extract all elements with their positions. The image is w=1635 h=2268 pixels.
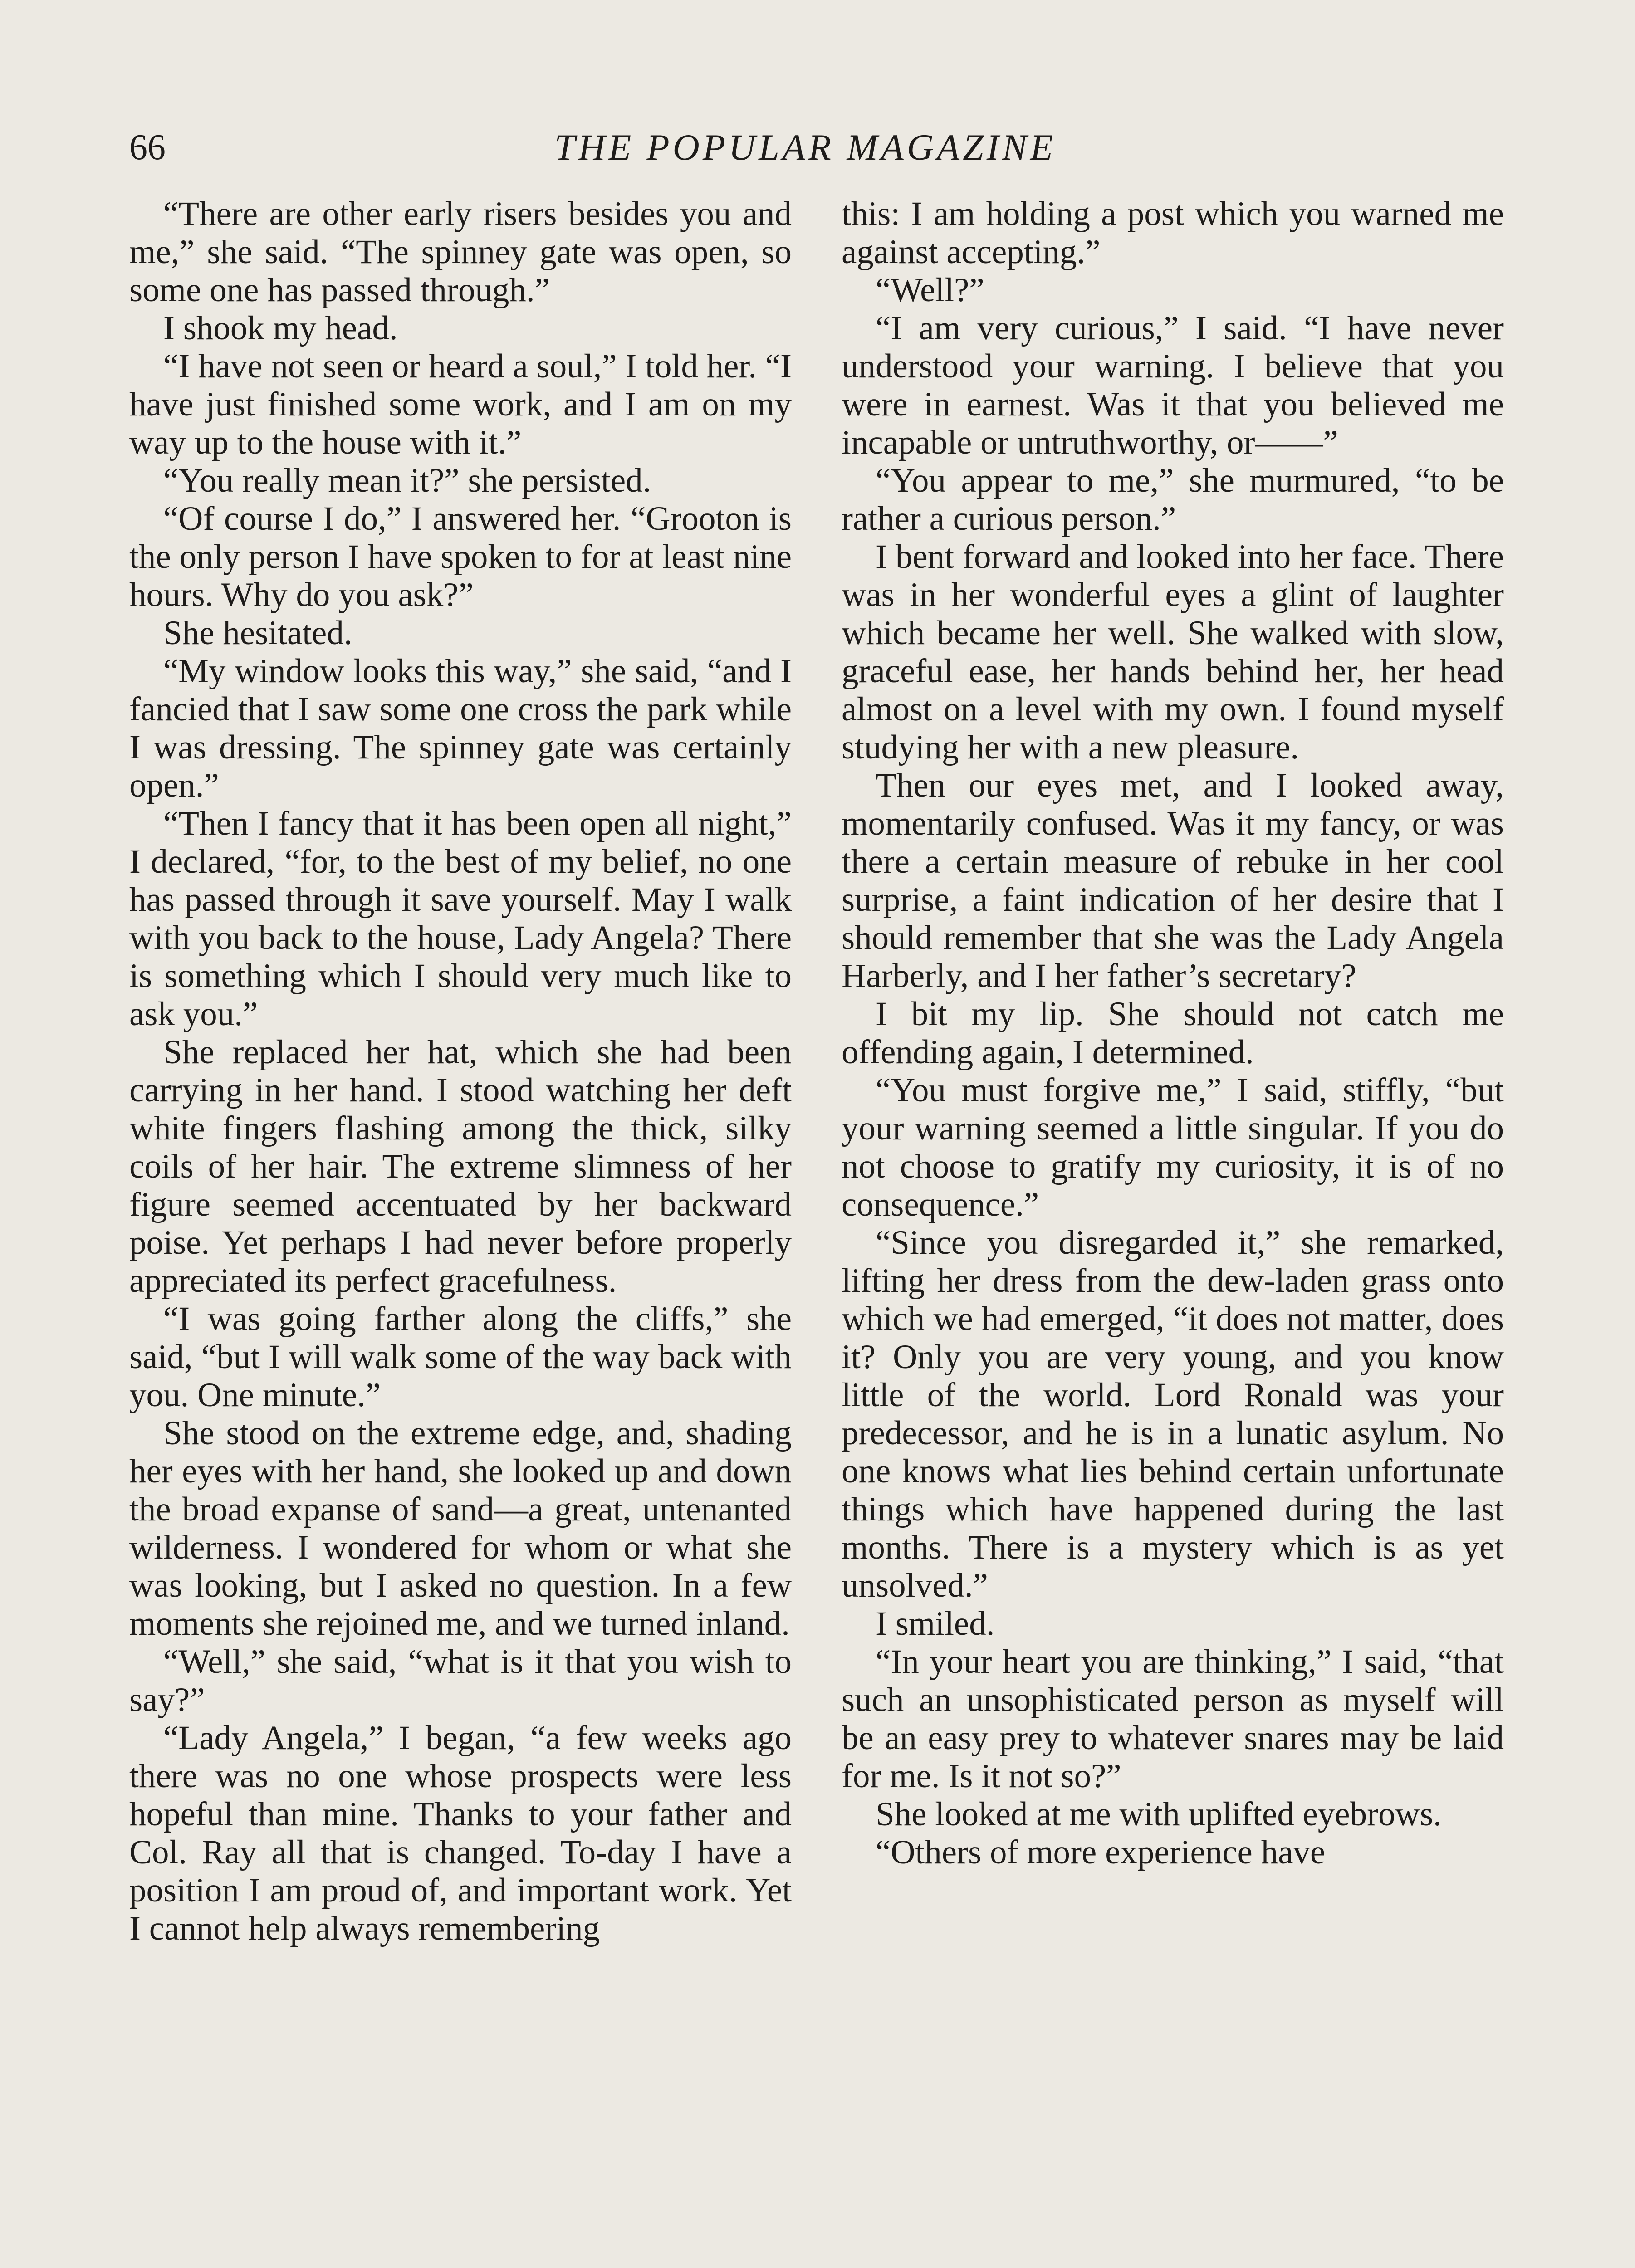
- right-column: [842, 195, 1504, 2268]
- paragraph: “Since you disregarded it,” she remarked, lifting her dress from the dew-laden grass onto which we had emerged, “it does not matter, does it? Only you are very young, and you know little of the world. Lord Ronald was your predecessor, and he is in a lunatic asylum. No one knows what lies behind certain unfortunate things which have happened during the last months. There is a mystery which is as yet unsolved.”: [842, 1224, 1504, 1604]
- paragraph: “There are other early risers besides you and me,” she said. “The spinney gate was open, so some one has passed through.”: [129, 195, 792, 309]
- paragraph: “I am very curious,” I said. “I have never understood your warning. I believe that you were in earnest. Was it that you believed me incapable or untruthworthy, or——”: [842, 309, 1504, 461]
- paragraph: “I was going farther along the cliffs,” she said, “but I will walk some of the way back with you. One minute.”: [129, 1300, 792, 1414]
- running-head: THE POPULAR MAGAZINE: [554, 127, 1056, 168]
- paragraph: I bit my lip. She should not catch me offending again, I determined.: [842, 995, 1504, 1071]
- paragraph: She hesitated.: [163, 614, 352, 652]
- paragraph: I bent forward and looked into her face. There was in her wonderful eyes a glint of laughter which became her well. She walked with slow, graceful ease, her hands behind her, her head almost on a level with my own. I found myself studying her with a new pleasure.: [842, 538, 1504, 766]
- paragraph: “Then I fancy that it has been open all night,” I declared, “for, to the best of my belief, no one has passed through it save yourself. May I walk with you back to the house, Lady Angela? There is something which I should very much like to ask you.”: [129, 805, 792, 1033]
- paragraph: “In your heart you are thinking,” I said, “that such an unsophisticated person as myself will be an easy prey to whatever snares may be laid for me. Is it not so?”: [842, 1643, 1504, 1795]
- paragraph: She looked at me with uplifted eyebrows.: [876, 1795, 1442, 1833]
- paragraph-continuation: this: I am holding a post which you warned me against accepting.”: [842, 195, 1504, 271]
- paragraph: “Others of more experience have: [876, 1833, 1326, 1871]
- paragraph: “You appear to me,” she murmured, “to be rather a curious person.”: [842, 462, 1504, 538]
- paragraph: I smiled.: [876, 1605, 995, 1642]
- paragraph: I shook my head.: [163, 309, 398, 347]
- page-number: 66: [129, 127, 166, 167]
- paragraph: “You must forgive me,” I said, stiffly, “but your warning seemed a little singular. If you do not choose to gratify my curiosity, it is of no consequence.”: [842, 1071, 1504, 1223]
- paragraph: “Lady Angela,” I began, “a few weeks ago there was no one whose prospects were less hopeful than mine. Thanks to your father and Col. Ray all that is changed. To-day I have a position I am proud of, and important work. Yet I cannot help always remembering: [129, 1719, 792, 1947]
- paragraph: “I have not seen or heard a soul,” I told her. “I have just finished some work, and I am on my way up to the house with it.”: [129, 347, 792, 461]
- paragraph: “Well?”: [876, 271, 984, 309]
- page-header: [0, 113, 1635, 181]
- paragraph: She stood on the extreme edge, and, shading her eyes with her hand, she looked up and down the broad expanse of sand—a great, untenanted wilderness. I wondered for whom or what she was looking, but I asked no question. In a few moments she rejoined me, and we turned inland.: [129, 1414, 792, 1642]
- paragraph: She replaced her hat, which she had been carrying in her hand. I stood watching her deft white fingers flashing among the thick, silky coils of her hair. The extreme slimness of her figure seemed accentuated by her backward poise. Yet perhaps I had never before properly appreciated its perfect gracefulness.: [129, 1033, 792, 1300]
- paragraph: “You really mean it?” she persisted.: [163, 462, 651, 499]
- paragraph: “My window looks this way,” she said, “and I fancied that I saw some one cross the park while I was dressing. The spinney gate was certainly open.”: [129, 652, 792, 804]
- paragraph: Then our eyes met, and I looked away, momentarily confused. Was it my fancy, or was there a certain measure of rebuke in her cool surprise, a faint indication of her desire that I should remember that she was the Lady Angela Harberly, and I her father’s secretary?: [842, 767, 1504, 995]
- paragraph: “Of course I do,” I answered her. “Grooton is the only person I have spoken to for at least nine hours. Why do you ask?”: [129, 500, 792, 614]
- left-column: [129, 195, 792, 2268]
- paragraph: “Well,” she said, “what is it that you wish to say?”: [129, 1643, 792, 1719]
